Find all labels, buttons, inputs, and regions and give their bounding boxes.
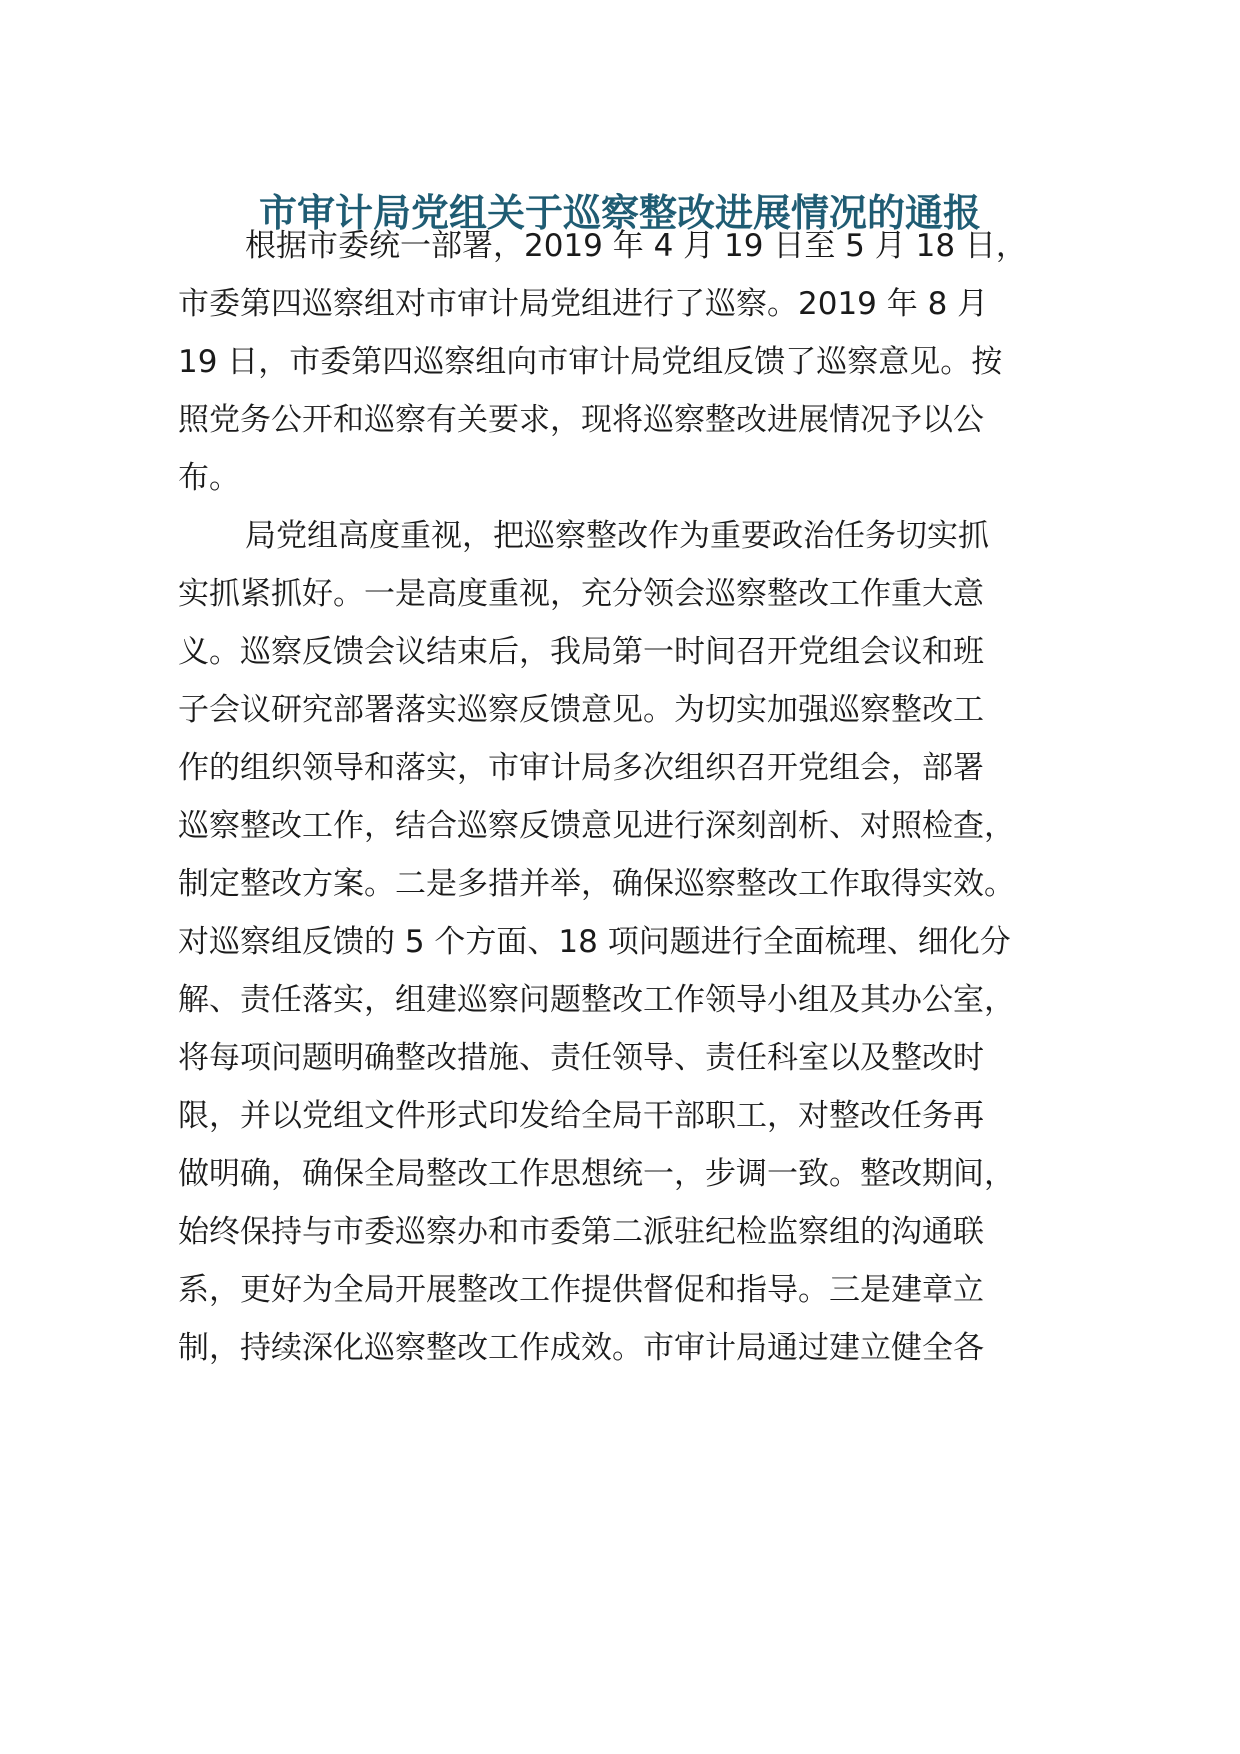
body-line: 照党务公开和巡察有关要求，现将巡察整改进展情况予以公 <box>178 402 984 438</box>
body-line: 根据市委统一部署，2019 年 4 月 19 日至 5 月 18 日， <box>245 228 1027 264</box>
body-line: 19 日，市委第四巡察组向市审计局党组反馈了巡察意见。按 <box>178 344 1003 380</box>
body-line: 市委第四巡察组对市审计局党组进行了巡察。2019 年 8 月 <box>178 286 989 322</box>
body-line: 巡察整改工作，结合巡察反馈意见进行深刻剖析、对照检查， <box>178 808 1015 844</box>
body-line: 制定整改方案。二是多措并举，确保巡察整改工作取得实效。 <box>178 866 1015 902</box>
body-line: 做明确，确保全局整改工作思想统一，步调一致。整改期间， <box>178 1156 1015 1192</box>
body-line: 实抓紧抓好。一是高度重视，充分领会巡察整改工作重大意 <box>178 576 984 612</box>
body-line: 将每项问题明确整改措施、责任领导、责任科室以及整改时 <box>178 1040 984 1076</box>
body-line: 作的组织领导和落实，市审计局多次组织召开党组会，部署 <box>178 750 984 786</box>
body-line: 对巡察组反馈的 5 个方面、18 项问题进行全面梳理、细化分 <box>178 924 1011 960</box>
body-line: 义。巡察反馈会议结束后，我局第一时间召开党组会议和班 <box>178 634 984 670</box>
body-line: 始终保持与市委巡察办和市委第二派驻纪检监察组的沟通联 <box>178 1214 984 1250</box>
document-title: 市审计局党组关于巡察整改进展情况的通报 <box>258 191 981 235</box>
body-line: 子会议研究部署落实巡察反馈意见。为切实加强巡察整改工 <box>178 692 984 728</box>
body-line: 制，持续深化巡察整改工作成效。市审计局通过建立健全各 <box>178 1330 984 1366</box>
body-line: 限，并以党组文件形式印发给全局干部职工，对整改任务再 <box>178 1098 984 1134</box>
body-line: 系，更好为全局开展整改工作提供督促和指导。三是建章立 <box>178 1272 984 1308</box>
body-line: 局党组高度重视，把巡察整改作为重要政治任务切实抓 <box>245 518 989 554</box>
body-line: 布。 <box>178 460 240 496</box>
body-line: 解、责任落实，组建巡察问题整改工作领导小组及其办公室， <box>178 982 1015 1018</box>
